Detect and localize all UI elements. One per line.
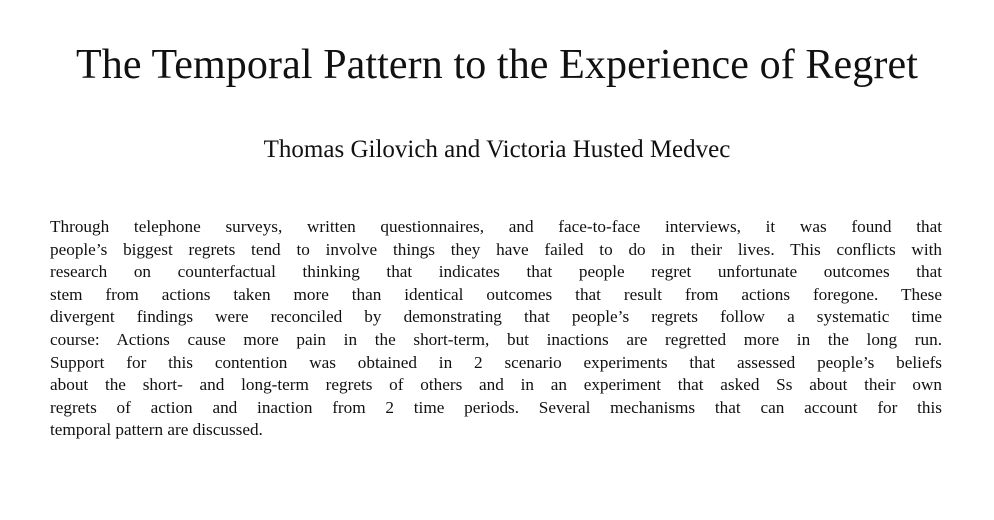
abstract-line: regrets of action and inaction from 2 time periods. Several mechanisms that can account for this <box>50 397 942 417</box>
abstract-line: people’s biggest regrets tend to involve things they have failed to do in their lives. This conflicts with <box>50 239 942 259</box>
abstract-line: about the short- and long-term regrets of others and in an experiment that asked Ss about their own <box>50 375 942 395</box>
abstract-line: Through telephone surveys, written questionnaires, and face-to-face interviews, it was found that <box>50 217 942 236</box>
abstract <box>50 216 942 442</box>
abstract-line: divergent findings were reconciled by demonstrating that people’s regrets follow a systematic time <box>50 307 942 327</box>
paper-title: The Temporal Pattern to the Experience of Regret <box>76 42 918 88</box>
abstract-line: temporal pattern are discussed. <box>50 420 263 440</box>
abstract-line: Support for this contention was obtained in 2 scenario experiments that assessed people’s beliefs <box>50 352 942 372</box>
abstract-line: course: Actions cause more pain in the short-term, but inactions are regretted more in the long run. <box>50 329 942 349</box>
abstract-line: research on counterfactual thinking that indicates that people regret unfortunate outcomes that <box>50 262 942 282</box>
paper-authors: Thomas Gilovich and Victoria Husted Medvec <box>263 136 731 163</box>
abstract-line: stem from actions taken more than identical outcomes that result from actions foregone. These <box>50 284 942 304</box>
